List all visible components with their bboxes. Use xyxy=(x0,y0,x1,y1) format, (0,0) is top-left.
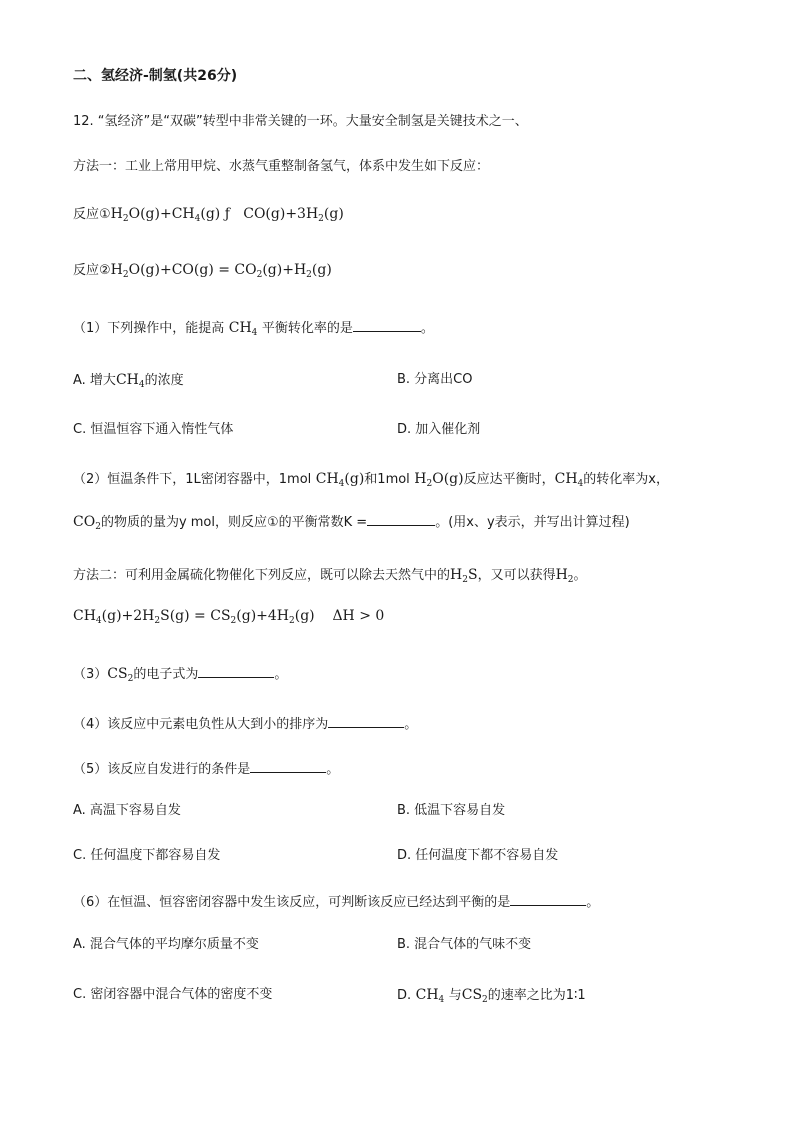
formula-ch4: $CH_4(g)$ xyxy=(311,471,365,489)
reaction-2-equation: $H_2O(g)+CO(g) = CO_2(g)+H_2(g)$ xyxy=(110,262,332,280)
q5-stem: （5）该反应自发进行的条件是 。 xyxy=(73,758,339,779)
question-intro: 12. “氢经济”是“双碳”转型中非常关键的一环。大量安全制氢是关键技术之一、 xyxy=(73,114,528,129)
q5-option-d: D. 任何温度下都不容易自发 xyxy=(397,848,559,863)
reaction-3 xyxy=(73,607,384,626)
formula-h2o: $H_2O(g)$ xyxy=(409,471,464,489)
reaction-1-equation: $H_2O(g)+CH_4(g)$ ƒ $CO(g)+3H_2(g)$ xyxy=(110,206,344,224)
q1-stem: （1）下列操作中，能提高 $CH_4$ 平衡转化率的是 。 xyxy=(73,317,434,338)
answer-blank[interactable] xyxy=(510,891,586,906)
q3-stem: $(3)CS_2$的电子式为 。 xyxy=(73,663,287,684)
formula-cs2: $CS_2$ xyxy=(461,987,488,1005)
answer-blank[interactable] xyxy=(353,317,421,332)
method2-intro: 方法二：可利用金属硫化物催化下列反应，既可以除去天然气中的$H_2S$，又可以获得$H_2$。 xyxy=(73,567,587,585)
reaction-3-equation: $CH_4(g)+2H_2S(g) = CS_2(g)+4H_2(g)$ ΔH > 0 xyxy=(73,608,385,626)
formula-cs2: $CS_2$ xyxy=(107,666,134,684)
formula-h2s: $H_2S$ xyxy=(450,567,478,585)
q5-option-b: B. 低温下容易自发 xyxy=(397,803,506,818)
formula-ch4: $CH_4$ xyxy=(411,987,445,1005)
reaction-2-label: 反应② xyxy=(73,263,111,278)
formula-ch4: $CH_4$ xyxy=(115,372,145,390)
reaction-1 xyxy=(73,205,344,224)
q4-stem: （4）该反应中元素电负性从大到小的排序为 。 xyxy=(73,713,417,734)
answer-blank[interactable] xyxy=(367,511,435,526)
q1-option-d: D. 加入催化剂 xyxy=(397,422,481,437)
q6-option-b: B. 混合气体的气味不变 xyxy=(397,937,532,952)
formula-ch4: $CH_4$ xyxy=(554,471,584,489)
formula-h2: $H_2$ xyxy=(555,567,574,585)
formula-ch4: $CH_4$ xyxy=(224,320,258,338)
answer-blank[interactable] xyxy=(328,713,404,728)
section-title: 二、氢经济-制氢(共26分) xyxy=(73,68,238,84)
q1-option-b: B. 分离出CO xyxy=(397,372,473,387)
answer-blank[interactable] xyxy=(198,663,274,678)
method1-intro: 方法一：工业上常用甲烷、水蒸气重整制备氢气，体系中发生如下反应： xyxy=(73,159,490,174)
q5-option-c: C. 任何温度下都容易自发 xyxy=(73,848,221,863)
q2-stem-line1: （2）恒温条件下，1L密闭容器中，1mol $CH_4(g)$和1mol $H_2O(g)$反应达平衡时，$CH_4$的转化率为x， xyxy=(73,471,669,489)
q1-option-a: A. 增大$CH_4$的浓度 xyxy=(73,372,184,390)
q6-stem: （6）在恒温、恒容密闭容器中发生该反应，可判断该反应已经达到平衡的是 。 xyxy=(73,891,599,912)
q1-option-c: C. 恒温恒容下通入惰性气体 xyxy=(73,422,234,437)
answer-blank[interactable] xyxy=(250,758,326,773)
q2-stem-line2: $CO_2$的物质的量为y mol，则反应①的平衡常数K = 。(用x、y表示，并写出计算过程) xyxy=(73,511,630,532)
reaction-1-label: 反应① xyxy=(73,207,111,222)
reaction-2 xyxy=(73,261,332,280)
q5-option-a: A. 高温下容易自发 xyxy=(73,803,181,818)
q6-option-d: D. $CH_4$ 与$CS_2$的速率之比为1∶1 xyxy=(397,987,586,1005)
q6-option-a: A. 混合气体的平均摩尔质量不变 xyxy=(73,937,259,952)
q6-option-c: C. 密闭容器中混合气体的密度不变 xyxy=(73,987,273,1002)
formula-co2: $CO_2$ xyxy=(73,514,101,532)
